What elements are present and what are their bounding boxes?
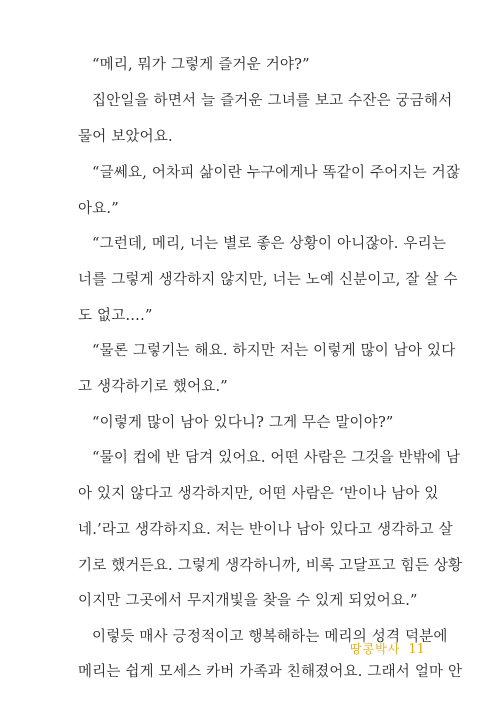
text-line: “물론 그렇기는 해요. 하지만 저는 이렇게 많이 남아 있다 (92, 343, 456, 359)
running-title: 땅콩박사 (350, 642, 401, 656)
text-line: 이렇듯 매사 긍정적이고 행복해하는 메리의 성격 덕분에 (92, 629, 448, 645)
page-number: 11 (408, 642, 425, 657)
text-line: 네.’라고 생각하지요. 저는 반이나 남아 있다고 생각하고 살 (78, 522, 453, 538)
text-line: 이지만 그곳에서 무지개빛을 찾을 수 있게 되었어요.” (78, 593, 418, 609)
text-line: 고 생각하기로 했어요.” (78, 379, 228, 395)
text-line: 물어 보았어요. (78, 129, 173, 145)
text-line: “이렇게 많이 남아 있다니? 그게 무슨 말이야?” (92, 415, 394, 431)
page-footer (350, 638, 450, 658)
text-line: 아요.” (78, 201, 119, 217)
text-line: 도 없고….” (78, 308, 153, 324)
text-line: “그런데, 메리, 너는 별로 좋은 상황이 아니잖아. 우리는 (92, 236, 447, 252)
text-line: “글쎄요, 어차피 삶이란 누구에게나 똑같이 주어지는 거잖 (92, 165, 461, 181)
text-line: 기로 했거든요. 그렇게 생각하니까, 비록 고달프고 힘든 상황 (78, 558, 463, 574)
text-line: 너를 그렇게 생각하지 않지만, 너는 노예 신분이고, 잘 살 수 (78, 272, 458, 288)
text-line: 집안일을 하면서 늘 즐거운 그녀를 보고 수잔은 궁금해서 (92, 93, 453, 109)
text-line: “메리, 뭐가 그렇게 즐거운 거야?” (92, 57, 310, 73)
text-line: 아 있지 않다고 생각하지만, 어떤 사람은 ‘반이나 남아 있 (78, 486, 439, 502)
text-line: 메리는 쉽게 모세스 카버 가족과 친해졌어요. 그래서 얼마 안 (78, 664, 463, 680)
text-line: “물이 컵에 반 담겨 있어요. 어떤 사람은 그것을 반밖에 남 (92, 450, 461, 466)
